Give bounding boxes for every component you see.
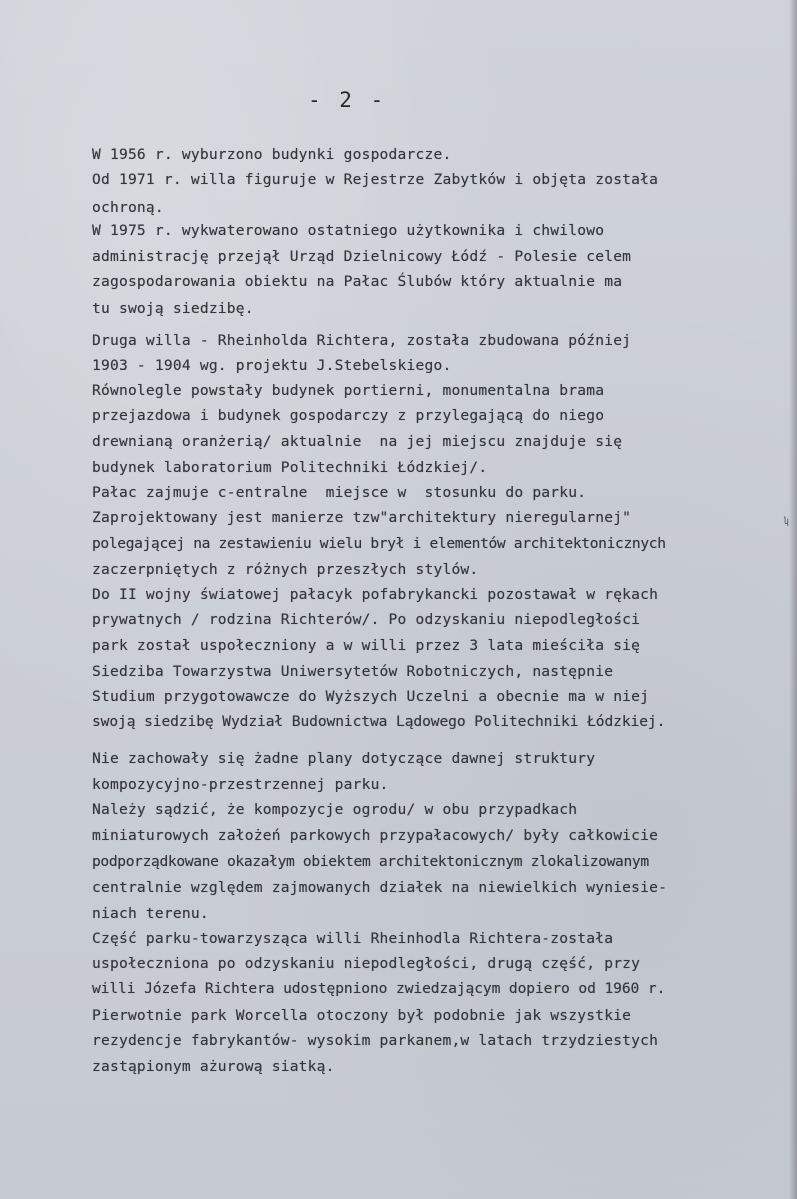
text-line: W 1956 r. wyburzono budynki gospodarcze. xyxy=(92,146,452,163)
text-line: W 1975 r. wykwaterowano ostatniego użytkownika i chwilowo xyxy=(92,222,605,239)
page-number: - 2 - xyxy=(308,88,387,112)
margin-handwritten-mark: ʮ xyxy=(783,516,790,527)
text-line: tu swoją siedzibę. xyxy=(92,300,254,317)
text-line: Od 1971 r. willa figuruje w Rejestrze Zabytków i objęta została xyxy=(92,171,659,188)
text-line: Część parku-towarzysząca willi Rheinhodla Richtera-została xyxy=(92,930,614,947)
text-line: drewnianą oranżerią/ aktualnie na jej miejscu znajduje się xyxy=(92,433,623,450)
text-line: kompozycyjno-przestrzennej parku. xyxy=(92,776,389,793)
text-line: podporządkowane okazałym obiektem architektonicznym zlokalizowanym xyxy=(92,853,649,870)
text-line: Druga willa - Rheinholda Richtera, została zbudowana później xyxy=(92,332,632,349)
scan-edge-shadow xyxy=(789,0,797,1199)
text-line: Studium przygotowawcze do Wyższych Uczelni a obecnie ma w niej xyxy=(92,688,650,705)
text-line: zastąpionym ażurową siatką. xyxy=(92,1058,335,1075)
text-line: park został uspołeczniony a w willi przez 3 lata mieściła się xyxy=(92,637,641,654)
text-line: centralnie względem zajmowanych działek na niewielkich wyniesie- xyxy=(92,879,668,896)
text-line: Do II wojny światowej pałacyk pofabrykancki pozostawał w rękach xyxy=(92,586,659,603)
text-line: polegającej na zestawieniu wielu brył i elementów architektonicznych xyxy=(92,535,666,552)
text-line: prywatnych / rodzina Richterów/. Po odzyskaniu niepodległości xyxy=(92,611,641,628)
text-line: Pałac zajmuje c-entralne miejsce w stosunku do parku. xyxy=(92,484,587,501)
text-line: niach terenu. xyxy=(92,905,209,922)
text-line: budynek laboratorium Politechniki Łódzkiej/. xyxy=(92,459,488,476)
text-line: willi Józefa Richtera udostępniono zwiedzającym dopiero od 1960 r. xyxy=(92,980,666,997)
text-line: ochroną. xyxy=(92,199,164,216)
text-line: swoją siedzibę Wydział Budownictwa Lądowego Politechniki Łódzkiej. xyxy=(92,713,666,730)
text-line: rezydencje fabrykantów- wysokim parkanem,w latach trzydziestych xyxy=(92,1032,659,1049)
text-line: Siedziba Towarzystwa Uniwersytetów Robotniczych, następnie xyxy=(92,663,614,680)
text-line: zagospodarowania obiektu na Pałac Ślubów który aktualnie ma xyxy=(92,273,623,290)
text-line: administrację przejął Urząd Dzielnicowy Łódź - Polesie celem xyxy=(92,248,632,265)
text-line: Pierwotnie park Worcella otoczony był podobnie jak wszystkie xyxy=(92,1007,632,1024)
text-line: uspołeczniona po odzyskaniu niepodległości, drugą część, przy xyxy=(92,955,641,972)
text-line: Równolegle powstały budynek portierni, monumentalna brama xyxy=(92,382,605,399)
text-line: Zaprojektowany jest manierze tzw"architektury nieregularnej" xyxy=(92,509,632,526)
text-line: miniaturowych założeń parkowych przypałacowych/ były całkowicie xyxy=(92,827,659,844)
text-line: 1903 - 1904 wg. projektu J.Stebelskiego. xyxy=(92,357,452,374)
text-line: Nie zachowały się żadne plany dotyczące dawnej struktury xyxy=(92,750,596,767)
text-line: przejazdowa i budynek gospodarczy z przylegającą do niego xyxy=(92,407,605,424)
text-line: zaczerpniętych z różnych przeszłych stylów. xyxy=(92,561,479,578)
text-line: Należy sądzić, że kompozycje ogrodu/ w obu przypadkach xyxy=(92,801,578,818)
